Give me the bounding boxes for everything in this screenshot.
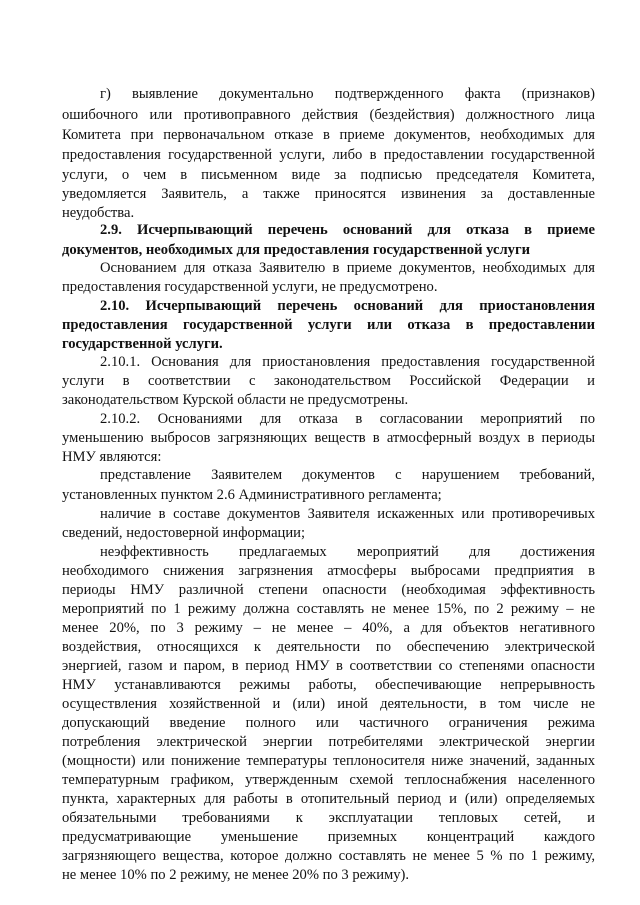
text-line: периоды НМУ различной степени опасности (необходимая эффективность: [62, 582, 595, 598]
text-line: загрязняющего вещества, которое должно составлять не менее 5 % по 1 режиму,: [62, 848, 595, 864]
text-line: ошибочного или противоправного действия (бездействия) должностного лица: [62, 107, 595, 123]
text-line: 2.10.2. Основаниями для отказа в согласовании мероприятий по: [100, 411, 595, 427]
text-line: Основанием для отказа Заявителю в приеме документов, необходимых для: [100, 260, 595, 276]
text-line: необходимого снижения загрязнения атмосферы выбросами предприятия в: [62, 563, 595, 579]
text-line: уведомляется Заявитель, а также приносятся извинения за доставленные: [62, 186, 595, 202]
text-line: осуществления хозяйственной и (или) иной деятельности, в том числе не: [62, 696, 595, 712]
text-line: представление Заявителем документов с нарушением требований,: [100, 467, 595, 483]
text-line: температурным графиком, утвержденным схемой теплоснабжения населенного: [62, 772, 595, 788]
text-line: сведений, недостоверной информации;: [62, 525, 306, 541]
text-line: допускающий введение полного или частичного ограничения режима: [62, 715, 595, 731]
text-line: установленных пунктом 2.6 Административного регламента;: [62, 487, 442, 503]
text-line: воздействия, относящихся к деятельности по обеспечению электрической: [62, 639, 595, 655]
text-line: предоставления государственной услуги, либо в предоставлении государственной: [62, 147, 595, 163]
text-line: 2.10.1. Основания для приостановления предоставления государственной: [100, 354, 595, 370]
text-line: г) выявление документально подтвержденного факта (признаков): [100, 86, 595, 102]
text-line: законодательством Курской области не предусмотрены.: [62, 392, 409, 408]
text-line: (мощности) или понижение температуры теплоносителя ниже значений, заданных: [62, 753, 595, 769]
text-line: Комитета при первоначальном отказе в приеме документов, необходимых для: [62, 127, 595, 143]
section-heading-line: 2.10. Исчерпывающий перечень оснований для приостановления: [100, 298, 595, 314]
text-line: наличие в составе документов Заявителя искаженных или противоречивых: [100, 506, 595, 522]
text-line: НМУ являются:: [62, 449, 162, 465]
text-line: предусматривающие уменьшение приземных концентраций каждого: [62, 829, 595, 845]
text-line: не менее 10% по 2 режиму, не менее 20% по 3 режиму).: [62, 867, 410, 883]
text-line: услуги, о чем в письменном виде за подписью председателя Комитета,: [62, 167, 595, 183]
section-heading-line: 2.9. Исчерпывающий перечень оснований для отказа в приеме: [100, 222, 595, 238]
text-line: неудобства.: [62, 205, 135, 221]
text-line: НМУ устанавливаются режимы работы, обеспечивающие непрерывность: [62, 677, 595, 693]
text-line: неэффективность предлагаемых мероприятий для достижения: [100, 544, 595, 560]
text-line: энергией, газом и паром, в период НМУ в соответствии со степенями опасности: [62, 658, 595, 674]
section-heading-line: документов, необходимых для предоставления государственной услуги: [62, 242, 530, 258]
section-heading-line: государственной услуги.: [62, 336, 223, 352]
text-line: обязательными требованиями к эксплуатации тепловых сетей, и: [62, 810, 595, 826]
text-line: менее 20%, по 3 режиму – не менее – 40%, а для объектов негативного: [62, 620, 595, 636]
text-line: услуги в соответствии с законодательством Российской Федерации и: [62, 373, 595, 389]
text-line: предоставления государственной услуги, не предусмотрено.: [62, 279, 438, 295]
text-line: пункта, характерных для работы в отопительный период и (или) определяемых: [62, 791, 595, 807]
section-heading-line: предоставления государственной услуги или отказа в предоставлении: [62, 317, 595, 333]
text-line: потребления электрической энергии потребителями электрической энергии: [62, 734, 595, 750]
text-line: уменьшению выбросов загрязняющих веществ в атмосферный воздух в периоды: [62, 430, 595, 446]
text-line: мероприятий по 1 режиму должна составлять не менее 15%, по 2 режиму – не: [62, 601, 595, 617]
